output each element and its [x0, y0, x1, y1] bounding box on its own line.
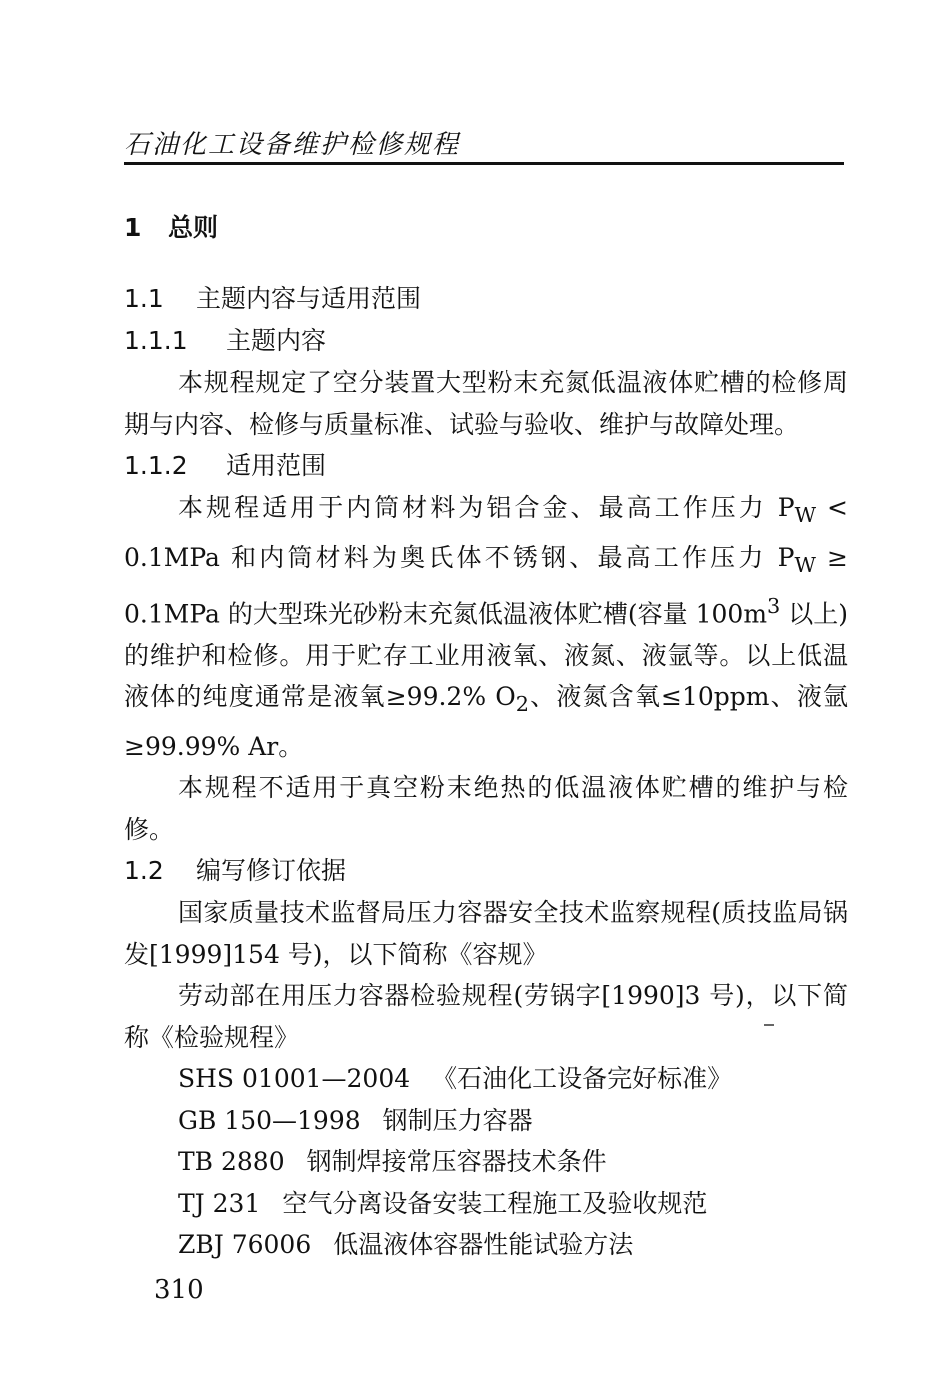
text-run: ≥ 0.1MPa 的大型珠光砂粉末充氮低温液体贮槽(容量 100m: [124, 542, 848, 629]
section-number: 1.1.1: [124, 326, 188, 355]
section-heading-1-1-2: [124, 445, 848, 487]
section-title: 适用范围: [226, 451, 327, 480]
chapter-heading: [124, 208, 848, 248]
running-header: 石油化工设备维护检修规程: [124, 130, 461, 160]
reference-title: 《石油化工设备完好标准》: [432, 1064, 733, 1094]
reference-code: ZBJ 76006: [178, 1230, 312, 1260]
header-rule: [124, 162, 844, 165]
reference-item: [124, 1100, 848, 1142]
section-title: 编写修订依据: [196, 856, 347, 886]
reference-title: 钢制焊接常压容器技术条件: [306, 1147, 607, 1177]
section-number: 1.2: [124, 856, 164, 886]
chapter-number: 1: [124, 213, 142, 242]
page-content: [124, 208, 848, 1266]
reference-code: TB 2880: [178, 1147, 285, 1177]
reference-code: TJ 231: [178, 1188, 261, 1218]
reference-code: GB 150—1998: [178, 1105, 361, 1135]
reference-title: 钢制压力容器: [382, 1105, 533, 1135]
reference-code: SHS 01001—2004: [178, 1064, 411, 1094]
subscript: W: [794, 552, 816, 577]
paragraph-basis-2: 劳动部在用压力容器检验规程(劳锅字[1990]3 号)，以下简称《检验规程》: [124, 981, 848, 1052]
superscript: 3: [767, 594, 781, 618]
section-number: 1.1: [124, 284, 164, 313]
reference-title: 空气分离设备安装工程施工及验收规范: [282, 1188, 708, 1218]
section-heading-1-2: [124, 850, 848, 892]
reference-item: [124, 1058, 848, 1100]
subscript: 2: [515, 692, 529, 717]
section-title: 主题内容: [226, 326, 327, 355]
text-run: 、液氮含氧≤10ppm、液氩≥99.99% Ar。: [124, 682, 848, 761]
scan-artifact: [764, 1024, 774, 1026]
section-heading-1-1-1: [124, 320, 848, 362]
reference-item: [124, 1141, 848, 1183]
page-number: 310: [154, 1275, 204, 1305]
paragraph-scope-content: 本规程规定了空分装置大型粉末充氮低温液体贮槽的检修周期与内容、检修与质量标准、试验与验收、维护与故障处理。: [124, 368, 848, 439]
text-run: 本规程适用于内筒材料为铝合金、最高工作压力 P: [178, 493, 795, 522]
paragraph-applicability: [124, 487, 848, 767]
section-title: 主题内容与适用范围: [196, 284, 422, 313]
reference-item: [124, 1224, 848, 1266]
subscript: W: [794, 503, 817, 527]
chapter-title: 总则: [168, 213, 219, 242]
text-run: < 0.1MPa 和内筒材料为奥氏体不锈钢、最高工作压力 P: [124, 493, 848, 572]
text-run: 以上)的维护和检修。用于贮存工业用液氧、液氮、液氩等。以上低温液体的纯度通常是液氧≥99.2% O: [124, 599, 849, 712]
paragraph-exclusion: 本规程不适用于真空粉末绝热的低温液体贮槽的维护与检修。: [124, 773, 848, 844]
section-number: 1.1.2: [124, 451, 188, 480]
reference-title: 低温液体容器性能试验方法: [333, 1230, 634, 1260]
paragraph-basis-1: 国家质量技术监督局压力容器安全技术监察规程(质技监局锅发[1999]154 号)，以下简称《容规》: [124, 898, 848, 969]
reference-item: [124, 1183, 848, 1225]
section-heading-1-1: [124, 278, 848, 320]
